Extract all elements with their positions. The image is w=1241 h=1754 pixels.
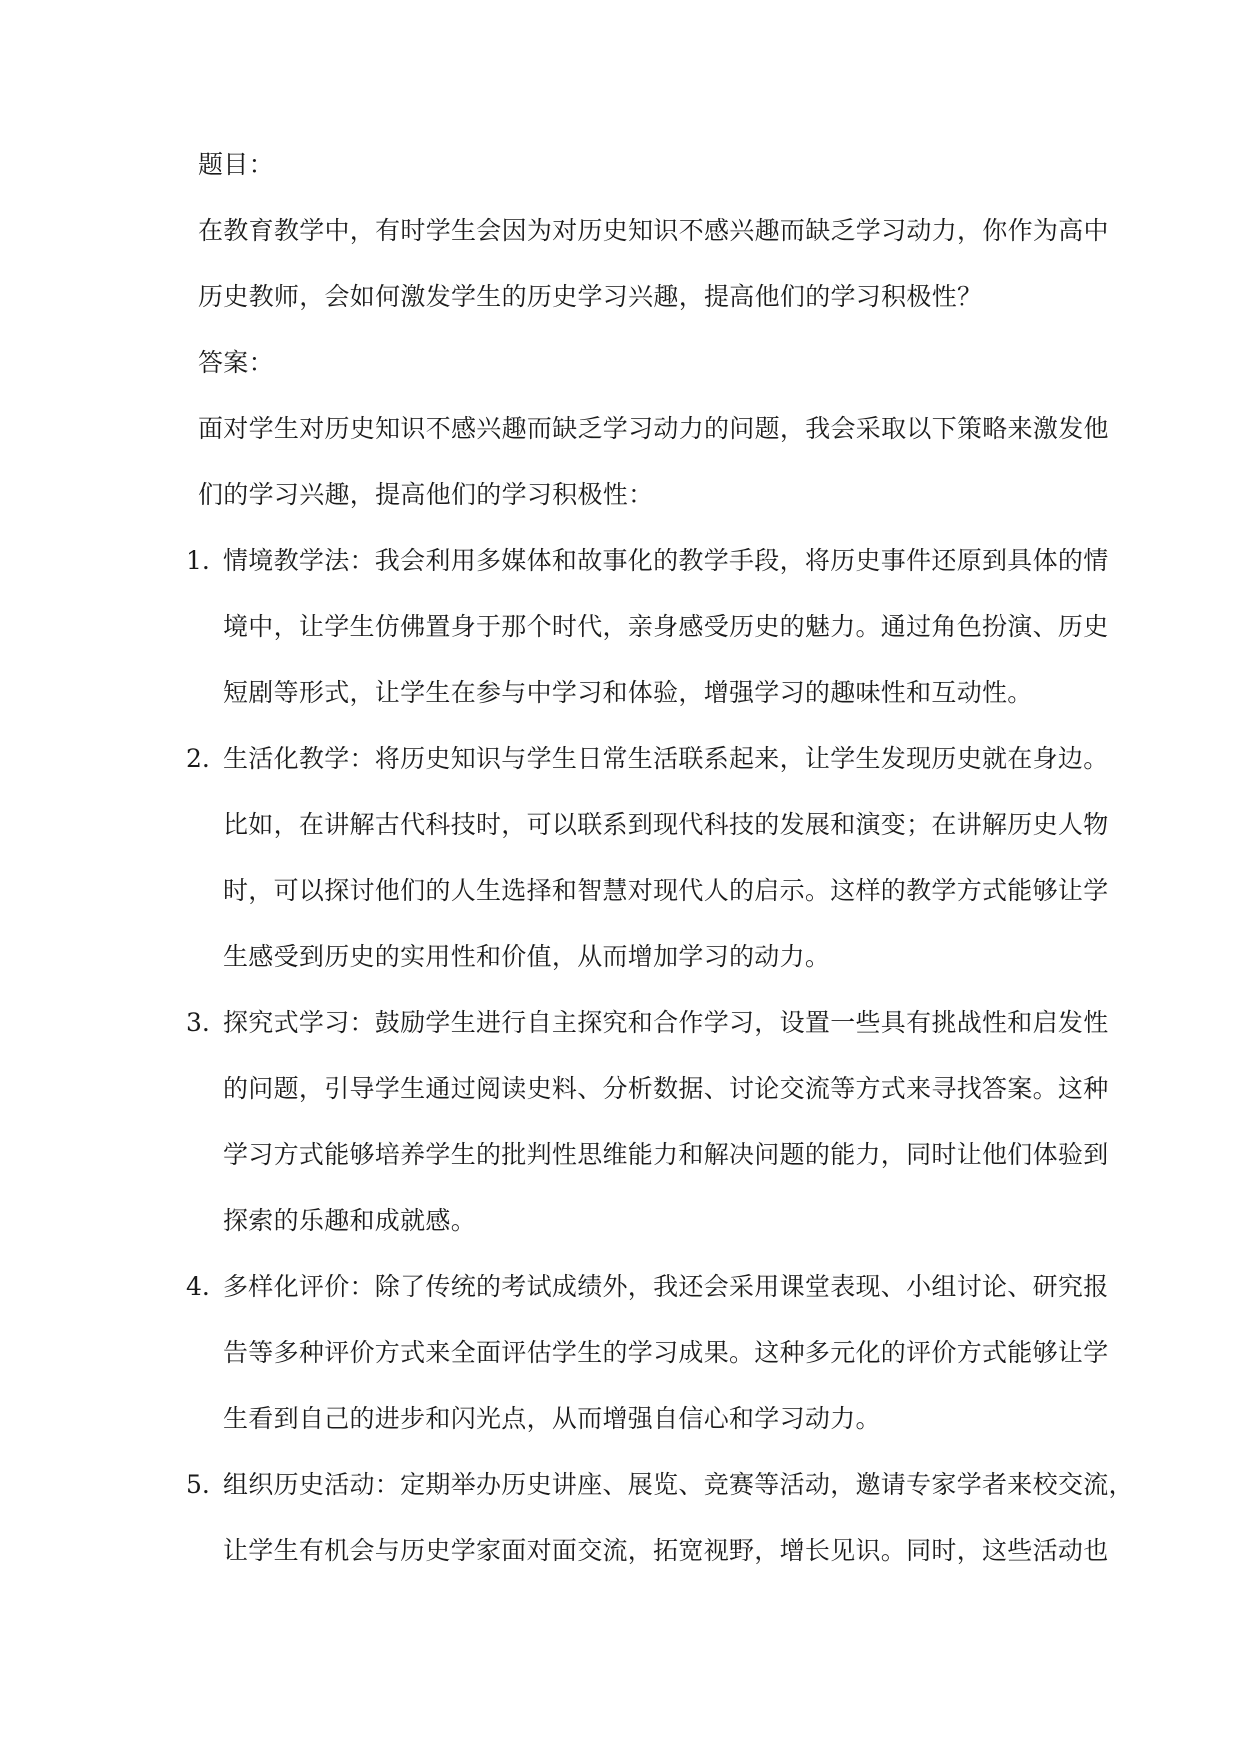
list-item-number: 4. <box>186 1272 210 1301</box>
list-item-number: 2. <box>186 744 210 773</box>
list-item-line: 探究式学习：鼓励学生进行自主探究和合作学习，设置一些具有挑战性和启发性 <box>223 1008 1109 1037</box>
list-item-line: 告等多种评价方式来全面评估学生的学习成果。这种多元化的评价方式能够让学 <box>223 1338 1109 1367</box>
list-item-line: 组织历史活动：定期举办历史讲座、展览、竞赛等活动，邀请专家学者来校交流， <box>223 1470 1134 1499</box>
list-item-line: 生看到自己的进步和闪光点，从而增强自信心和学习动力。 <box>223 1404 881 1433</box>
list-item-line: 时，可以探讨他们的人生选择和智慧对现代人的启示。这样的教学方式能够让学 <box>223 876 1109 905</box>
list-item-number: 1. <box>186 546 210 575</box>
question-line: 历史教师，会如何激发学生的历史学习兴趣，提高他们的学习积极性？ <box>198 282 983 311</box>
list-item-line: 生活化教学：将历史知识与学生日常生活联系起来，让学生发现历史就在身边。 <box>223 744 1109 773</box>
list-item-line: 比如，在讲解古代科技时，可以联系到现代科技的发展和演变；在讲解历史人物 <box>223 810 1109 839</box>
list-item-line: 的问题，引导学生通过阅读史料、分析数据、讨论交流等方式来寻找答案。这种 <box>223 1074 1109 1103</box>
list-item-line: 学习方式能够培养学生的批判性思维能力和解决问题的能力，同时让他们体验到 <box>223 1140 1109 1169</box>
list-item-line: 情境教学法：我会利用多媒体和故事化的教学手段，将历史事件还原到具体的情 <box>223 546 1109 575</box>
answer-heading: 答案： <box>198 348 274 377</box>
question-heading: 题目： <box>198 150 274 179</box>
list-item-line: 让学生有机会与历史学家面对面交流，拓宽视野，增长见识。同时，这些活动也 <box>223 1536 1109 1565</box>
list-item-line: 生感受到历史的实用性和价值，从而增加学习的动力。 <box>223 942 831 971</box>
list-item-number: 3. <box>186 1008 210 1037</box>
list-item-line: 短剧等形式，让学生在参与中学习和体验，增强学习的趣味性和互动性。 <box>223 678 1033 707</box>
list-item-line: 境中，让学生仿佛置身于那个时代，亲身感受历史的魅力。通过角色扮演、历史 <box>223 612 1109 641</box>
list-item-line: 探索的乐趣和成就感。 <box>223 1206 477 1235</box>
question-line: 在教育教学中，有时学生会因为对历史知识不感兴趣而缺乏学习动力，你作为高中 <box>198 216 1109 245</box>
list-item-line: 多样化评价：除了传统的考试成绩外，我还会采用课堂表现、小组讨论、研究报 <box>223 1272 1109 1301</box>
answer-intro-line: 们的学习兴趣，提高他们的学习积极性： <box>198 480 654 509</box>
answer-intro-line: 面对学生对历史知识不感兴趣而缺乏学习动力的问题，我会采取以下策略来激发他 <box>198 414 1109 443</box>
list-item-number: 5. <box>186 1470 210 1499</box>
